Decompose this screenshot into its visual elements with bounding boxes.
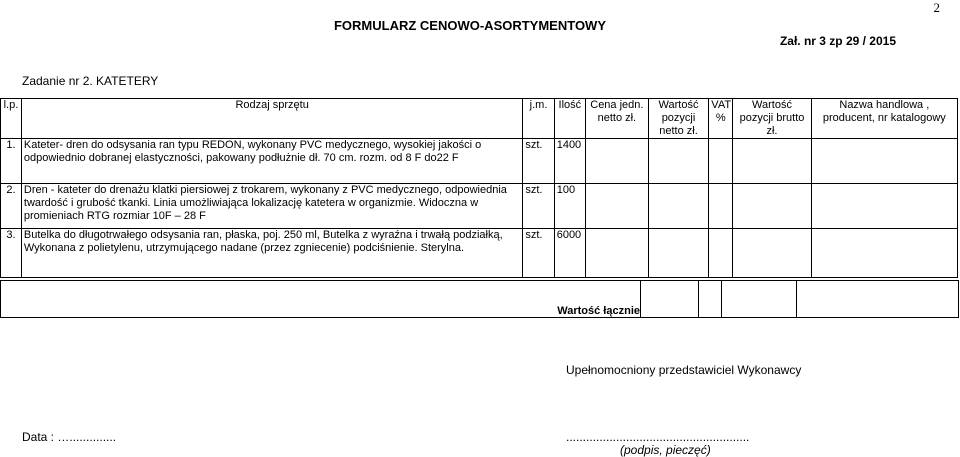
header-net-value: Wartość pozycji netto zł. [648, 99, 709, 139]
row-jm: szt. [523, 229, 554, 278]
row-qty: 1400 [554, 139, 585, 184]
row-price-cell[interactable] [586, 184, 649, 229]
row-lp: 3. [1, 229, 22, 278]
total-net-cell[interactable] [641, 281, 699, 318]
row-gross-value-cell[interactable] [733, 139, 811, 184]
row-desc: Dren - kateter do drenażu klatki piersiowej z trokarem, wykonany z PVC medycznego, odpowiednia twardość i grubość tkanki. Linia umożliwiająca lokalizację katetera w organizmie. Widoczna w promieniach RTG rozmiar 10F – 28 F [21, 184, 522, 229]
row-qty: 100 [554, 184, 585, 229]
task-heading: Zadanie nr 2. KATETERY [22, 74, 159, 88]
signature-line[interactable]: ....................................................... [566, 430, 750, 444]
row-lp: 1. [1, 139, 22, 184]
table-row [1, 139, 958, 184]
row-jm: szt. [523, 184, 554, 229]
row-jm: szt. [523, 139, 554, 184]
row-vat-cell[interactable] [709, 229, 733, 278]
date-field[interactable]: Data : ….............. [22, 430, 117, 444]
total-vat-cell[interactable] [699, 281, 722, 318]
total-gross-cell[interactable] [722, 281, 797, 318]
row-net-value-cell[interactable] [648, 139, 709, 184]
row-gross-value-cell[interactable] [733, 184, 811, 229]
row-trade-name-cell[interactable] [811, 229, 957, 278]
total-row [1, 281, 959, 318]
row-net-value-cell[interactable] [648, 229, 709, 278]
row-vat-cell[interactable] [709, 139, 733, 184]
form-title: FORMULARZ CENOWO-ASORTYMENTOWY [333, 18, 607, 33]
signature-caption: (podpis, pieczęć) [620, 443, 711, 457]
header-price: Cena jedn. netto zł. [586, 99, 649, 139]
header-gross-value: Wartość pozycji brutto zł. [733, 99, 811, 139]
table-row [1, 184, 958, 229]
row-desc: Kateter- dren do odsysania ran typu REDON, wykonany PVC medycznego, wysokiej jakości o odpowiednio dobranej elastyczności, pakowany podłużnie dł. 70 cm. rozm. od 8 F do22 F [21, 139, 522, 184]
header-vat: VAT % [709, 99, 733, 139]
form-reference: Zał. nr 3 zp 29 / 2015 [779, 34, 896, 48]
row-gross-value-cell[interactable] [733, 229, 811, 278]
header-trade-name: Nazwa handlowa , producent, nr katalogowy [811, 99, 957, 139]
row-desc: Butelka do długotrwałego odsysania ran, płaska, poj. 250 ml, Butelka z wyraźna i trwałą podziałką, Wykonana z polietylenu, utrzymującego nadane (przez zgniecenie) podciśnienie. Sterylna. [21, 229, 522, 278]
row-qty: 6000 [554, 229, 585, 278]
page-number: 2 [933, 0, 940, 15]
header-desc: Rodzaj sprzętu [21, 99, 522, 139]
row-price-cell[interactable] [586, 229, 649, 278]
header-jm: j.m. [523, 99, 554, 139]
row-vat-cell[interactable] [709, 184, 733, 229]
row-lp: 2. [1, 184, 22, 229]
total-empty-cell [797, 281, 959, 318]
authorized-representative-label: Upełnomocniony przedstawiciel Wykonawcy [566, 363, 802, 377]
total-label: Wartość łącznie [1, 281, 641, 318]
row-net-value-cell[interactable] [648, 184, 709, 229]
price-table [0, 98, 958, 278]
header-lp: l.p. [1, 99, 22, 139]
row-trade-name-cell[interactable] [811, 184, 957, 229]
total-table [0, 280, 959, 318]
table-header-row [1, 99, 958, 139]
header-qty: Ilość [554, 99, 585, 139]
row-price-cell[interactable] [586, 139, 649, 184]
row-trade-name-cell[interactable] [811, 139, 957, 184]
table-row [1, 229, 958, 278]
